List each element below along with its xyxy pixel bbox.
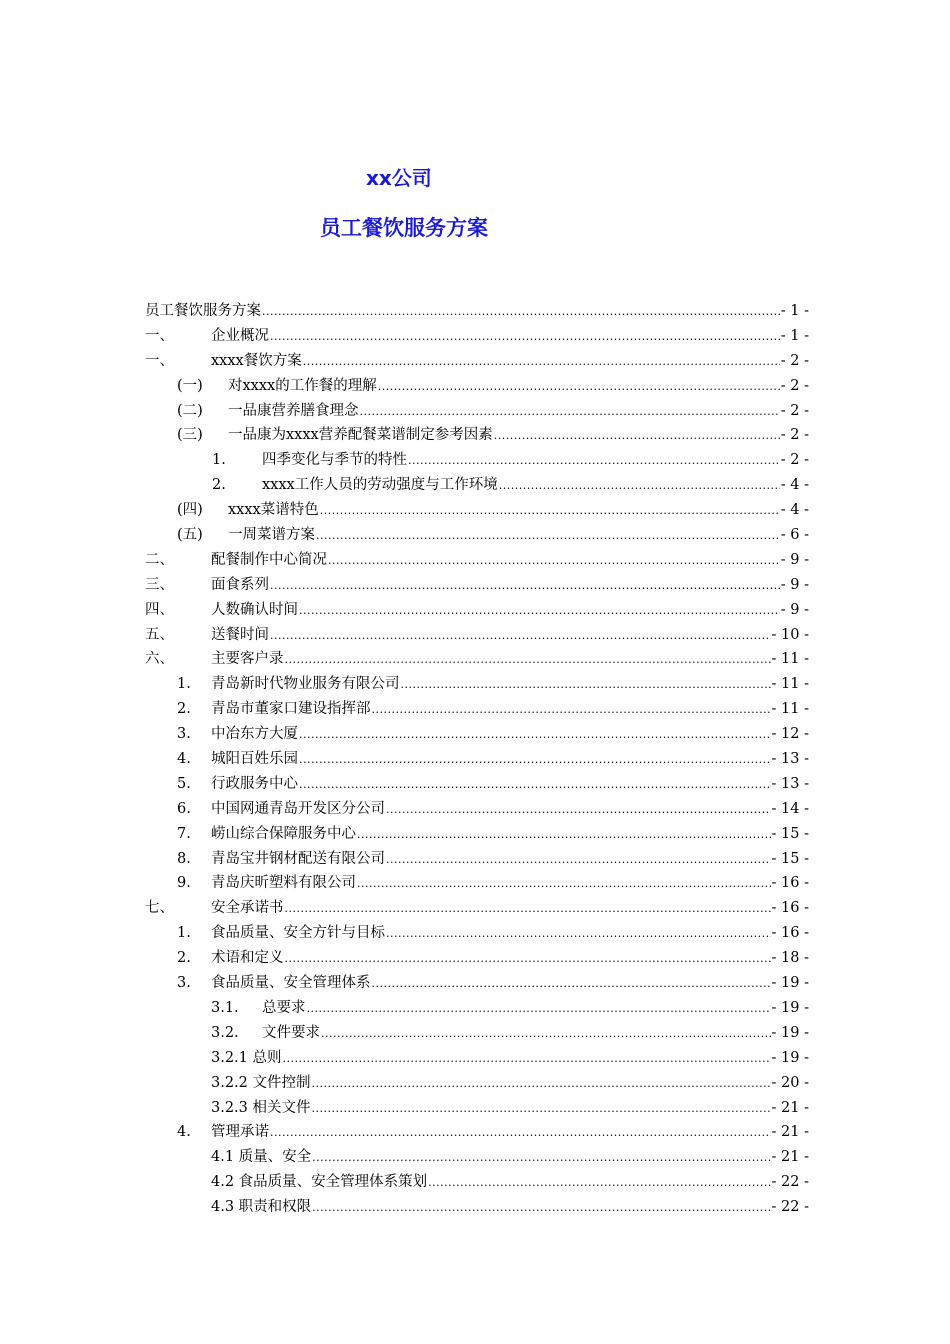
toc-page-number: - 2 - [780,377,809,394]
toc-dot-leader [270,325,780,350]
toc-page-number: - 20 - [771,1074,809,1091]
toc-dot-leader [270,1121,771,1146]
toc-dot-leader [321,1022,771,1047]
toc-entry-number: 一、 [145,352,174,369]
toc-dot-leader [285,947,771,972]
toc-page-number: - 13 - [771,751,809,768]
toc-entry-label: 一周菜谱方案 [228,527,315,544]
toc-entry[interactable] [145,1046,809,1071]
toc-entry-label: 企业概况 [211,327,269,344]
toc-entry-number: 五、 [145,626,174,643]
toc-entry[interactable] [145,797,809,822]
toc-entry-label: 对xxxx的工作餐的理解 [228,377,377,394]
toc-entry[interactable] [145,1170,809,1195]
toc-dot-leader [299,599,780,624]
toc-entry-label: 4.3 职责和权限 [211,1199,312,1216]
toc-page-number: - 15 - [771,825,809,842]
toc-page-number: - 9 - [780,576,809,593]
toc-entry-label: xxxx菜谱特色 [228,502,319,519]
toc-entry[interactable] [145,399,809,424]
toc-page-number: - 6 - [780,527,809,544]
toc-entry-label: 一品康为xxxx营养配餐菜谱制定参考因素 [228,427,493,444]
toc-dot-leader [307,997,771,1022]
table-of-contents [145,299,809,1220]
toc-page-number: - 9 - [780,601,809,618]
toc-entry-label: 青岛宝井钢材配送有限公司 [211,850,385,867]
toc-entry-label: 术语和定义 [211,950,284,967]
toc-page-number: - 10 - [771,626,809,643]
toc-entry[interactable] [145,772,809,797]
toc-entry[interactable] [145,1195,809,1220]
toc-page-number: - 4 - [780,477,809,494]
toc-page-number: - 4 - [780,502,809,519]
toc-entry-number: 7. [177,825,191,842]
toc-entry-number: 4. [177,1124,191,1141]
toc-entry-number: 5. [177,775,191,792]
toc-entry-number: (五) [177,527,203,544]
toc-entry[interactable] [145,374,809,399]
toc-entry-number: 三、 [145,576,174,593]
toc-entry[interactable] [145,623,809,648]
toc-entry[interactable] [145,822,809,847]
toc-entry-number: 2. [212,477,226,494]
toc-page-number: - 11 - [771,676,809,693]
toc-dot-leader [312,1072,771,1097]
toc-entry[interactable] [145,1071,809,1096]
toc-entry-number: 3. [177,975,191,992]
toc-entry-label: 3.2.2 文件控制 [211,1074,311,1091]
toc-page-number: - 1 - [780,327,809,344]
toc-dot-leader [299,773,771,798]
toc-entry-label: 安全承诺书 [211,900,284,917]
toc-dot-leader [408,449,780,474]
toc-page-number: - 2 - [780,402,809,419]
toc-entry-number: 一、 [145,327,174,344]
toc-entry-label: 青岛市董家口建设指挥部 [211,701,371,718]
toc-page-number: - 2 - [780,452,809,469]
toc-dot-leader [357,872,771,897]
toc-page-number: - 19 - [771,999,809,1016]
toc-entry[interactable] [145,473,809,498]
toc-entry-label: 4.1 质量、安全 [211,1149,312,1166]
toc-dot-leader [494,424,780,449]
toc-entry[interactable] [145,423,809,448]
toc-entry[interactable] [145,996,809,1021]
document-title: 员工餐饮服务方案 [320,216,488,240]
toc-entry-label: 青岛庆昕塑料有限公司 [211,875,356,892]
toc-page-number: - 11 - [771,651,809,668]
toc-entry[interactable] [145,896,809,921]
toc-entry-label: 3.2.3 相关文件 [211,1099,311,1116]
toc-page-number: - 19 - [771,1049,809,1066]
toc-entry-label: 人数确认时间 [211,601,298,618]
toc-entry[interactable] [145,697,809,722]
toc-page-number: - 21 - [771,1124,809,1141]
toc-entry-label: 一品康营养膳食理念 [228,402,359,419]
toc-dot-leader [283,1047,771,1072]
toc-entry[interactable] [145,946,809,971]
toc-dot-leader [303,350,780,375]
toc-dot-leader [372,972,771,997]
toc-entry[interactable] [145,448,809,473]
toc-entry-number: 3. [177,726,191,743]
toc-entry-number: (三) [177,427,203,444]
toc-entry[interactable] [145,498,809,523]
toc-dot-leader [316,524,780,549]
toc-entry-number: 3.1. [211,999,239,1016]
toc-entry-label: 送餐时间 [211,626,269,643]
toc-dot-leader [285,648,771,673]
toc-entry[interactable] [145,548,809,573]
toc-entry[interactable] [145,1145,809,1170]
toc-entry[interactable] [145,598,809,623]
toc-dot-leader [262,300,780,325]
toc-page-number: - 13 - [771,775,809,792]
toc-entry-number: 二、 [145,551,174,568]
toc-page-number: - 19 - [771,1024,809,1041]
toc-entry[interactable] [145,847,809,872]
toc-page-number: - 2 - [780,352,809,369]
toc-page-number: - 15 - [771,850,809,867]
toc-entry-number: 1. [177,676,191,693]
toc-entry-number: 8. [177,850,191,867]
toc-entry[interactable] [145,672,809,697]
toc-page-number: - 16 - [771,925,809,942]
toc-entry-label: 3.2.1 总则 [211,1049,282,1066]
toc-entry-label: 总要求 [262,999,306,1016]
toc-dot-leader [285,897,771,922]
toc-entry-number: 四、 [145,601,174,618]
toc-entry-number: 4. [177,751,191,768]
toc-dot-leader [312,1196,770,1221]
toc-entry-label: 食品质量、安全方针与目标 [211,925,385,942]
toc-entry-label: 配餐制作中心简况 [211,551,327,568]
toc-dot-leader [401,673,771,698]
toc-dot-leader [386,922,771,947]
toc-entry[interactable] [145,921,809,946]
toc-entry[interactable] [145,349,809,374]
toc-page-number: - 19 - [771,975,809,992]
toc-entry-label: 崂山综合保障服务中心 [211,825,356,842]
toc-page-number: - 21 - [771,1099,809,1116]
toc-dot-leader [360,400,780,425]
toc-entry[interactable] [145,1120,809,1145]
toc-dot-leader [499,474,780,499]
toc-dot-leader [386,848,771,873]
toc-entry-number: 6. [177,800,191,817]
toc-page-number: - 22 - [771,1199,809,1216]
toc-page-number: - 2 - [780,427,809,444]
toc-page-number: - 1 - [780,303,809,319]
toc-dot-leader [312,1097,771,1122]
toc-page-number: - 22 - [771,1174,809,1191]
toc-entry[interactable] [145,647,809,672]
toc-page-number: - 18 - [771,950,809,967]
toc-entry[interactable] [145,1021,809,1046]
toc-dot-leader [270,574,780,599]
toc-entry[interactable] [145,971,809,996]
toc-page-number: - 21 - [771,1149,809,1166]
toc-entry-label: 食品质量、安全管理体系 [211,975,371,992]
toc-entry-number: 1. [212,452,226,469]
toc-entry-label: 中国网通青岛开发区分公司 [211,800,385,817]
toc-page-number: - 16 - [771,875,809,892]
toc-page-number: - 16 - [771,900,809,917]
toc-entry-label: 管理承诺 [211,1124,269,1141]
toc-entry-label: 四季变化与季节的特性 [262,452,407,469]
toc-page-number: - 11 - [771,701,809,718]
toc-entry-label: xxxx餐饮方案 [211,352,302,369]
toc-entry[interactable] [145,722,809,747]
toc-entry-number: 七、 [145,900,174,917]
toc-entry-number: (二) [177,402,203,419]
toc-entry-label: 城阳百姓乐园 [211,751,298,768]
toc-page-number: - 14 - [771,800,809,817]
toc-entry[interactable] [145,871,809,896]
toc-entry-number: 3.2. [211,1024,239,1041]
toc-entry-number: 1. [177,925,191,942]
toc-entry-label: 青岛新时代物业服务有限公司 [211,676,400,693]
toc-dot-leader [428,1171,770,1196]
company-title: xx公司 [366,166,432,190]
toc-entry-label: 员工餐饮服务方案 [145,303,261,319]
toc-dot-leader [328,549,780,574]
toc-dot-leader [270,624,771,649]
toc-entry[interactable] [145,573,809,598]
toc-dot-leader [386,798,771,823]
toc-entry-number: 2. [177,701,191,718]
toc-entry-label: 4.2 食品质量、安全管理体系策划 [211,1174,428,1191]
toc-entry[interactable] [145,299,809,324]
toc-dot-leader [372,698,771,723]
toc-entry-number: 9. [177,875,191,892]
toc-dot-leader [299,723,771,748]
toc-entry-number: (四) [177,502,203,519]
toc-entry-label: xxxx工作人员的劳动强度与工作环境 [262,477,498,494]
toc-entry[interactable] [145,324,809,349]
toc-entry-label: 主要客户录 [211,651,284,668]
toc-entry-number: (一) [177,377,203,394]
toc-entry-label: 面食系列 [211,576,269,593]
toc-entry-label: 行政服务中心 [211,775,298,792]
toc-dot-leader [357,823,771,848]
toc-entry[interactable] [145,523,809,548]
toc-dot-leader [378,375,780,400]
toc-entry[interactable] [145,1096,809,1121]
toc-dot-leader [299,748,771,773]
toc-entry-number: 六、 [145,651,174,668]
toc-dot-leader [320,499,780,524]
toc-page-number: - 12 - [771,726,809,743]
toc-page-number: - 9 - [780,551,809,568]
toc-entry-number: 2. [177,950,191,967]
toc-entry-label: 文件要求 [262,1024,320,1041]
toc-entry[interactable] [145,747,809,772]
toc-dot-leader [312,1146,770,1171]
toc-entry-label: 中冶东方大厦 [211,726,298,743]
